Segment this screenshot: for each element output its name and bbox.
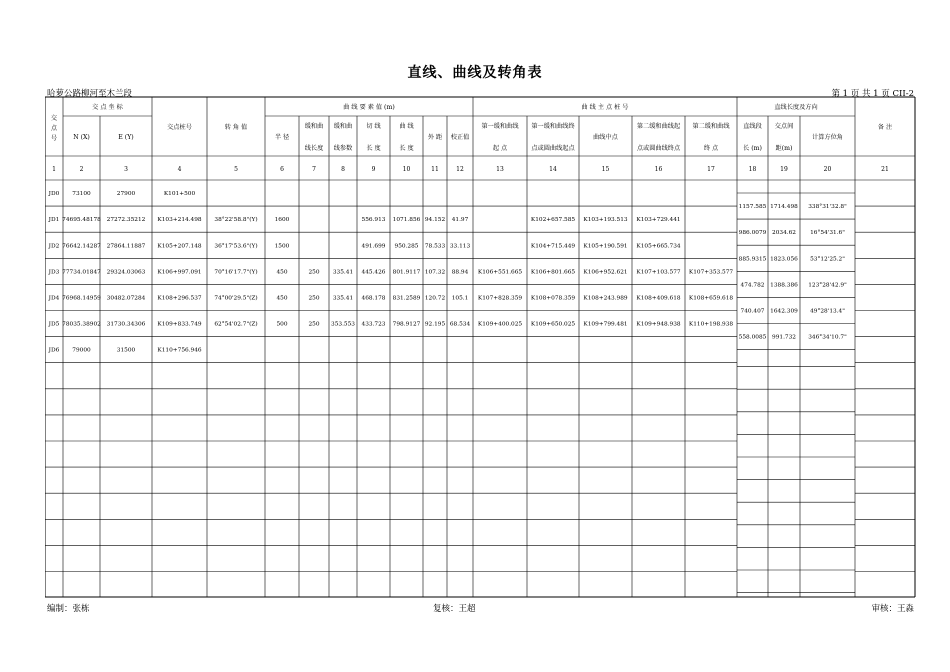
header-cell: 点 (50, 125, 58, 132)
column-number: 12 (456, 166, 464, 173)
table-cell: K105+207.148 (157, 243, 202, 250)
table-cell: K109+400.025 (477, 321, 523, 328)
table-cell: 79000 (72, 347, 91, 354)
table-cell: K109+799.481 (583, 321, 628, 328)
table-cell: K101+500 (163, 191, 196, 198)
table-cell: K103+729.441 (636, 217, 681, 224)
column-number: 9 (371, 166, 376, 173)
table-cell: JD4 (48, 295, 60, 302)
table-cell: 74695.48178 (62, 217, 101, 224)
table-cell: K109+650.025 (530, 321, 576, 328)
table-cell: K103+214.498 (157, 217, 202, 224)
segment-length: 558.0085 (738, 334, 767, 341)
table-cell: 335.41 (332, 295, 354, 302)
segment-length: 474.782 (740, 282, 765, 289)
segment-distance: 1823.056 (770, 256, 798, 263)
segment-azimuth: 338°31'32.8" (808, 204, 847, 211)
segment-azimuth: 16°54'31.6" (810, 230, 845, 237)
column-number: 14 (549, 166, 557, 173)
table-cell: 62°54'02.7"(Z) (214, 321, 258, 328)
column-number: 17 (707, 166, 715, 173)
table-cell: K107+103.577 (636, 269, 681, 276)
header-cell: 直线段 (743, 123, 762, 130)
segment-length: 986.0079 (738, 230, 767, 237)
table-cell: K106+997.091 (157, 269, 202, 276)
auditor-label: 审核：王淼 (871, 604, 914, 614)
header-cell: 终 点 (703, 145, 719, 152)
header-cell: 距(m) (775, 145, 793, 152)
column-number: 2 (79, 166, 84, 173)
page-number: 第 1 页 共 1 页 CII-2 (831, 89, 914, 99)
header-cell: 起 点 (492, 145, 508, 152)
table-cell: JD3 (48, 269, 60, 276)
table-cell: 1071.856 (392, 217, 421, 224)
header-cell: 校正值 (450, 134, 470, 141)
header-cell: 曲 线 主 点 桩 号 (581, 104, 629, 111)
table-cell: 500 (276, 321, 288, 328)
header-cell: 缓和曲 (333, 123, 353, 130)
table-cell: 70°16'17.7"(Y) (214, 269, 258, 276)
table-cell: 30482.07284 (106, 295, 146, 302)
table-cell: K108+243.989 (583, 295, 628, 302)
column-number: 6 (280, 166, 284, 173)
table-cell: 27864.11887 (106, 243, 146, 250)
table-cell: 801.9117 (392, 269, 421, 276)
column-number: 11 (431, 166, 439, 173)
table-cell: 433.723 (361, 321, 386, 328)
table-cell: JD0 (48, 191, 60, 198)
table-cell: 105.1 (451, 295, 469, 302)
header-cell: 线参数 (333, 145, 353, 152)
header-cell: 曲线中点 (593, 134, 618, 141)
table-cell: K110+756.946 (157, 347, 202, 354)
header-cell: 第一缓和曲线 (481, 123, 519, 130)
column-number: 7 (312, 166, 316, 173)
segment-azimuth: 49°28'13.4" (810, 308, 845, 315)
table-cell: 250 (308, 321, 320, 328)
column-number: 13 (496, 166, 504, 173)
table-cell: 831.2589 (392, 295, 421, 302)
table-cell: 250 (308, 295, 320, 302)
table-cell: 31500 (116, 347, 136, 354)
column-number: 15 (601, 166, 610, 173)
header-cell: 曲 线 (399, 123, 414, 130)
header-cell: 曲 线 要 素 值 (m) (343, 104, 395, 111)
table-cell: K108+296.537 (157, 295, 202, 302)
table-cell: 450 (276, 269, 288, 276)
editor-label: 编制：张栋 (47, 604, 90, 614)
segment-length: 885.9315 (738, 256, 767, 263)
table-cell: 1600 (274, 217, 290, 224)
table-cell: K107+828.359 (477, 295, 523, 302)
table-cell: 556.913 (361, 217, 386, 224)
table-cell: 798.9127 (392, 321, 421, 328)
table-cell: 76642.14287 (62, 243, 101, 250)
table-cell: JD6 (48, 347, 60, 354)
table-cell: 1500 (274, 243, 290, 250)
table-cell: JD1 (48, 217, 60, 224)
table-cell: K104+715.449 (530, 243, 576, 250)
column-number: 1 (52, 166, 56, 173)
segment-azimuth: 346°34'10.7" (808, 334, 847, 341)
column-number: 18 (748, 166, 757, 173)
header-cell: 点或圆曲线终点 (636, 145, 681, 152)
segment-distance: 1714.498 (770, 204, 798, 211)
column-number: 21 (881, 166, 889, 173)
header-cell: 点或圆曲线起点 (531, 145, 575, 152)
table-cell: 73100 (72, 191, 91, 198)
table-cell: 445.426 (361, 269, 386, 276)
header-cell: 转 角 值 (224, 124, 248, 131)
header-cell: 交 (50, 115, 58, 122)
table-cell: K106+952.621 (583, 269, 628, 276)
column-number: 16 (654, 166, 663, 173)
table-cell: 27900 (116, 191, 136, 198)
header-cell: 外 距 (427, 134, 443, 141)
header-cell: 备 注 (877, 124, 893, 131)
table-cell: 27272.35212 (106, 217, 146, 224)
header-cell: 切 线 (366, 123, 381, 130)
table-cell: K109+948.938 (636, 321, 681, 328)
table-cell: 68.534 (449, 321, 471, 328)
segment-distance: 991.732 (772, 334, 796, 341)
segment-azimuth: 53°12'25.2" (810, 256, 845, 263)
header-cell: 计算方位角 (812, 134, 843, 141)
segment-length: 1157.585 (738, 204, 767, 211)
table-cell: K106+801.665 (530, 269, 576, 276)
table-cell: K108+659.618 (688, 295, 734, 302)
table-cell: 76968.14959 (62, 295, 101, 302)
table-cell: K103+193.513 (583, 217, 628, 224)
column-number: 5 (234, 166, 238, 173)
table-cell: 250 (308, 269, 320, 276)
segment-distance: 1388.386 (770, 282, 798, 289)
table-cell: K107+353.577 (688, 269, 734, 276)
table-cell: 88.94 (451, 269, 469, 276)
table-cell: 36°17'53.6"(Y) (214, 243, 258, 250)
table-cell: 41.97 (451, 217, 469, 224)
table-cell: K108+409.618 (636, 295, 681, 302)
table-cell: K105+665.734 (636, 243, 681, 250)
header-cell: 号 (50, 135, 58, 142)
table-cell: 120.72 (424, 295, 446, 302)
column-number: 4 (177, 166, 182, 173)
table-cell: K105+190.591 (583, 243, 628, 250)
table-cell: 335.41 (332, 269, 354, 276)
table-cell: K102+657.585 (530, 217, 576, 224)
column-number: 19 (780, 166, 788, 173)
column-number: 8 (341, 166, 345, 173)
header-cell: 交点间 (774, 123, 794, 130)
table-cell: 353.553 (331, 321, 355, 328)
road-name: 哈萝公路柳河至木兰段 (47, 89, 133, 99)
table-cell: 29324.03063 (106, 269, 146, 276)
table-cell: 78035.38902 (62, 321, 101, 328)
table-cell: K110+198.938 (688, 321, 734, 328)
column-number: 20 (823, 166, 832, 173)
header-cell: 长 度 (366, 145, 381, 152)
table-cell: 92.195 (424, 321, 446, 328)
table-cell: 491.699 (361, 243, 386, 250)
table-cell: 468.178 (361, 295, 386, 302)
table-cell: K108+078.359 (530, 295, 576, 302)
header-cell: 第一缓和曲线终 (531, 123, 575, 130)
column-number: 10 (402, 166, 411, 173)
table-cell: 950.285 (394, 243, 419, 250)
header-cell: 长 度 (399, 145, 414, 152)
table-cell: 450 (276, 295, 288, 302)
header-cell: 交 点 坐 标 (92, 104, 123, 111)
header-cell: E (Y) (118, 134, 134, 141)
header-cell: 缓和曲 (304, 123, 324, 130)
header-cell: 长 (m) (743, 145, 762, 152)
table-cell: 38°22'58.8"(Y) (214, 217, 258, 224)
segment-distance: 2034.62 (772, 230, 796, 237)
reviewer-label: 复核：王超 (433, 604, 476, 614)
segment-azimuth: 123°28'42.9" (808, 282, 847, 289)
table-cell: 94.152 (424, 217, 446, 224)
curve-table (45, 0, 917, 600)
table-cell: K106+551.665 (477, 269, 523, 276)
table-cell: K109+833.749 (157, 321, 202, 328)
header-cell: 半 径 (274, 134, 290, 141)
column-number: 3 (124, 166, 128, 173)
table-cell: 77734.01847 (62, 269, 101, 276)
table-title: 直线、曲线及转角表 (407, 65, 543, 81)
table-cell: JD2 (48, 243, 60, 250)
header-cell: 第二缓和曲线 (692, 123, 730, 130)
table-cell: 74°00'29.5"(Z) (214, 295, 258, 302)
header-cell: 直线长度及方向 (774, 104, 818, 111)
table-cell: 31730.34306 (106, 321, 146, 328)
header-cell: 第二缓和曲线起 (636, 123, 681, 130)
table-cell: 33.113 (449, 243, 471, 250)
segment-length: 740.407 (740, 308, 765, 315)
header-cell: 交点桩号 (167, 124, 192, 131)
table-cell: JD5 (48, 321, 60, 328)
table-cell: 107.32 (424, 269, 446, 276)
table-cell: 78.533 (424, 243, 446, 250)
header-cell: N (X) (73, 134, 90, 141)
segment-distance: 1642.309 (770, 308, 798, 315)
header-cell: 线长度 (304, 145, 324, 152)
